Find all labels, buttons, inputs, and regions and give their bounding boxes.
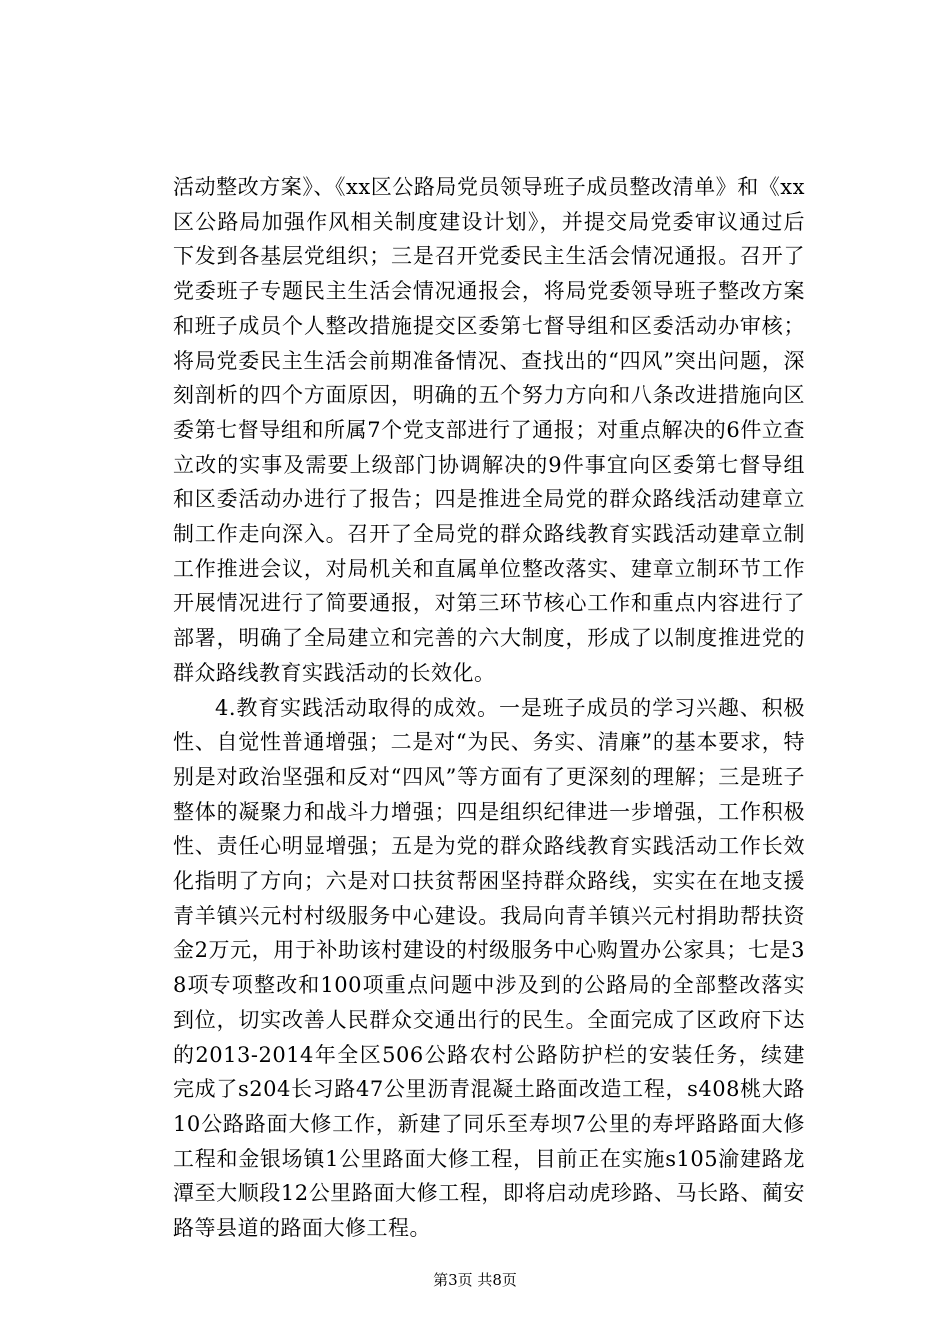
body-paragraph-achievements: 4.教育实践活动取得的成效。一是班子成员的学习兴趣、积极性、自觉性普通增强；二是对“为民、务实、清廉”的基本要求，特别是对政治坚强和反对“四风”等方面有了更深刻的理解；三是班子整体的凝聚力和战斗力增强；四是组织纪律进一步增强，工作积极性、责任心明显增强；五是为党的群众路线教育实践活动工作长效化指明了方向；六是对口扶贫帮困坚持群众路线，实实在在地支援青羊镇兴元村村级服务中心建设。我局向青羊镇兴元村捐助帮扶资金2万元，用于补助该村建设的村级服务中心购置办公家具；七是38项专项整改和100项重点问题中涉及到的公路局的全部整改落实到位，切实改善人民群众交通出行的民生。全面完成了区政府下达的2013-2014年全区506公路农村公路防护栏的安装任务，续建完成了s204长习路47公里沥青混凝土路面改造工程，s408桃大路10公路路面大修工作，新建了同乐至寿坝7公里的寿坪路路面大修工程和金银场镇1公里路面大修工程，目前正在实施s105渝建路龙潭至大顺段12公里路面大修工程，即将启动虎珍路、马长路、蔺安路等县道的路面大修工程。 — [173, 695, 805, 1241]
document-body — [173, 170, 805, 1246]
body-paragraph-continuation: 活动整改方案》、《xx区公路局党员领导班子成员整改清单》和《xx区公路局加强作风相关制度建设计划》，并提交局党委审议通过后下发到各基层党组织；三是召开党委民主生活会情况通报。召开了党委班子专题民主生活会情况通报会，将局党委领导班子整改方案和班子成员个人整改措施提交区委第七督导组和区委活动办审核；将局党委民主生活会前期准备情况、查找出的“四风”突出问题，深刻剖析的四个方面原因，明确的五个努力方向和八条改进措施向区委第七督导组和所属7个党支部进行了通报；对重点解决的6件立查立改的实事及需要上级部门协调解决的9件事宜向区委第七督导组和区委活动办进行了报告；四是推进全局党的群众路线活动建章立制工作走向深入。召开了全局党的群众路线教育实践活动建章立制工作推进会议，对局机关和直属单位整改落实、建章立制环节工作开展情况进行了简要通报，对第三环节核心工作和重点内容进行了部署，明确了全局建立和完善的六大制度，形成了以制度推进党的群众路线教育实践活动的长效化。 — [173, 175, 805, 685]
page-footer: 第3页 共8页 — [433, 1271, 517, 1289]
